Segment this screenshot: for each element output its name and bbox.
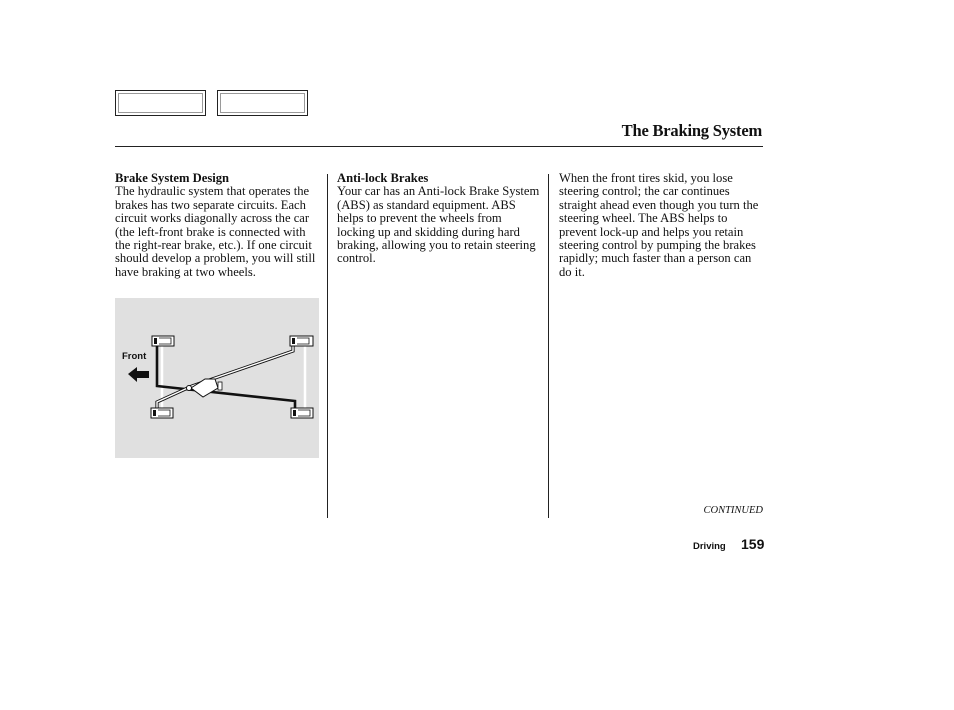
column-anti-lock-brakes (337, 172, 542, 266)
section-body: Your car has an Anti-lock Brake System (ABS) as standard equipment. ABS helps to prevent the wheels from locking up and skidding during hard braking, allowing you to retain steering control. (337, 184, 540, 266)
brake-diagram-svg (115, 298, 319, 458)
junction-icon (187, 386, 192, 391)
nav-button-previous[interactable] (115, 90, 206, 116)
wheel-left-front-icon (152, 336, 174, 346)
column-divider (548, 174, 549, 518)
wheel-right-front-icon (290, 336, 313, 346)
nav-button-next[interactable] (217, 90, 308, 116)
brake-circuit-b-inner (157, 344, 293, 411)
wheel-right-rear-icon (291, 408, 313, 418)
page-title: The Braking System (621, 121, 762, 140)
title-divider (115, 146, 763, 147)
brake-circuit-diagram (115, 298, 319, 458)
continued-label: CONTINUED (703, 505, 763, 516)
section-heading: Brake System Design (115, 171, 230, 185)
master-cylinder-icon (191, 379, 218, 397)
front-label: Front (122, 351, 147, 362)
column-divider (327, 174, 328, 518)
wheel-left-rear-icon (151, 408, 173, 418)
section-heading: Anti-lock Brakes (337, 171, 429, 185)
page-number: 159 (741, 536, 765, 552)
brake-circuit-b-outer (157, 344, 293, 411)
brake-circuit-a (157, 345, 295, 411)
column-abs-continued (559, 172, 764, 279)
section-body: When the front tires skid, you lose steering control; the car continues straight ahead even though you turn the steering wheel. The ABS helps to prevent lock-up and helps you retain steering control by pumping the brakes rapidly; much faster than a person can do it. (559, 171, 759, 279)
front-arrow-icon (128, 367, 149, 382)
column-brake-system-design (115, 172, 320, 279)
footer-section-name: Driving (693, 541, 726, 552)
master-cylinder-rod (218, 382, 222, 390)
section-body: The hydraulic system that operates the brakes has two separate circuits. Each circuit works diagonally across the car (the left-front brake is connected with the right-rear brake, etc.). If one circuit should develop a problem, you will still have braking at two wheels. (115, 184, 316, 279)
